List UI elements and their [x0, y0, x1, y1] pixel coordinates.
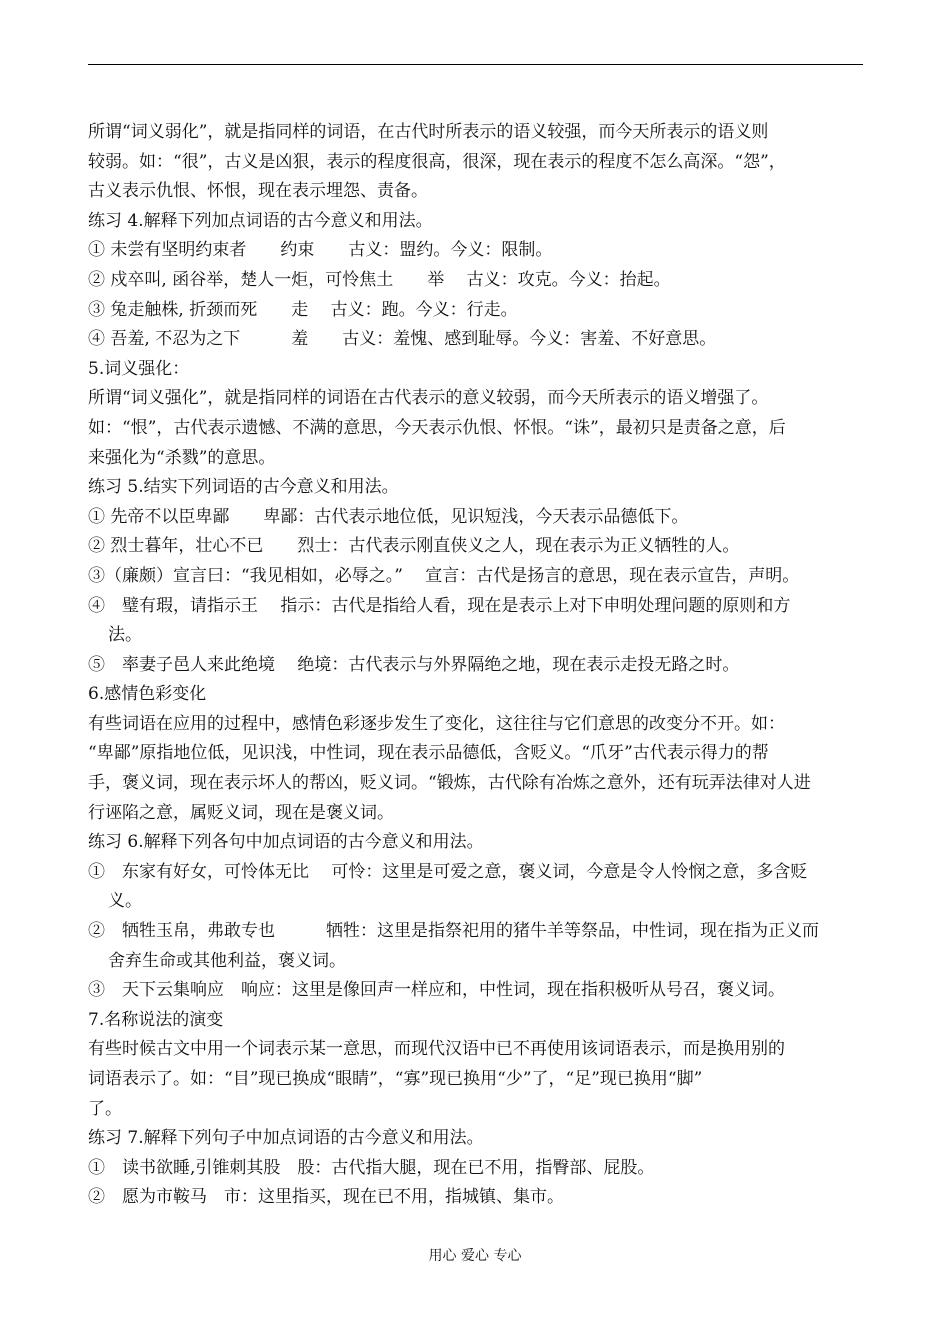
exercise-item: ⑤ 率妻子邑人来此绝境 绝境：古代表示与外界隔绝之地，现在表示走投无路之时。 — [88, 654, 740, 675]
paragraph-line: 古义表示仇恨、怀恨，现在表示埋怨、责备。 — [88, 181, 428, 202]
paragraph-line: 行诬陷之意，属贬义词，现在是褒义词。 — [88, 802, 394, 823]
paragraph-line: 有些词语在应用的过程中，感情色彩逐步发生了变化，这往往与它们意思的改变分不开。如： — [88, 713, 785, 734]
paragraph-line: 所谓“词义强化”，就是指同样的词语在古代表示的意义较弱，而今天所表示的语义增强了。 — [88, 388, 769, 409]
exercise-item: ④ 璧有瑕，请指示王 指示：古代是指给人看，现在是表示上对下申明处理问题的原则和方 — [88, 595, 791, 616]
paragraph-line: “卑鄙”原指地位低，见识浅，中性词，现在表示品德低，含贬义。“爪牙”古代表示得力的帮 — [88, 743, 769, 764]
paragraph-line: 如：“恨”，古代表示遗憾、不满的意思，今天表示仇恨、怀恨。“诛”，最初只是责备之意，后 — [88, 417, 786, 438]
exercise-item: ③（廉颇）宣言曰：“我见相如，必辱之。” 宣言：古代是扬言的意思，现在表示宣告，声明。 — [88, 565, 800, 586]
header-rule — [88, 64, 863, 65]
page-footer: 用心 爱心 专心 — [428, 1248, 522, 1264]
exercise-item: ② 愿为市鞍马 市：这里指买，现在已不用，指城镇、集市。 — [88, 1187, 564, 1208]
paragraph-line: 有些时候古文中用一个词表示某一意思，而现代汉语中已不再使用该词语表示，而是换用别的 — [88, 1039, 785, 1060]
paragraph-line: 手，褒义词，现在表示坏人的帮凶，贬义词。“锻炼，古代除有冶炼之意外，还有玩弄法律对人进 — [88, 773, 811, 794]
paragraph-line: 了。 — [88, 1098, 122, 1119]
exercise-heading: 练习 5.结实下列词语的古今意义和用法。 — [88, 477, 399, 498]
exercise-item: ① 未尝有坚明约束者 约束 古义：盟约。今义：限制。 — [88, 240, 553, 261]
exercise-item-continuation: 义。 — [108, 891, 142, 912]
exercise-item-continuation: 舍弃生命或其他利益，褒义词。 — [108, 950, 346, 971]
paragraph-line: 词语表示了。如：“目”现已换成“眼睛”，“寡”现已换用“少”了，“足”现已换用“脚” — [88, 1069, 703, 1089]
paragraph-line: 较弱。如：“很”，古义是凶狠，表示的程度很高，很深，现在表示的程度不怎么高深。“怨”， — [88, 151, 786, 172]
exercise-item: ② 牺牲玉帛，弗敢专也 牺牲：这里是指祭祀用的猪牛羊等祭品，中性词，现在指为正义而 — [88, 921, 819, 942]
document-body — [88, 118, 863, 1213]
exercise-heading: 练习 4.解释下列加点词语的古今意义和用法。 — [88, 210, 433, 231]
exercise-item: ① 东家有好女，可怜体无比 可怜：这里是可爱之意，褒义词，今意是令人怜悯之意，多含贬 — [88, 861, 808, 882]
exercise-item: ③ 兔走触株, 折颈而死 走 古义：跑。今义：行走。 — [88, 299, 518, 320]
exercise-heading: 练习 7.解释下列句子中加点词语的古今意义和用法。 — [88, 1128, 484, 1149]
paragraph-line: 来强化为“杀戮”的意思。 — [88, 447, 276, 468]
section-heading: 6.感情色彩变化 — [88, 684, 207, 705]
exercise-heading: 练习 6.解释下列各句中加点词语的古今意义和用法。 — [88, 832, 484, 853]
exercise-item: ② 戍卒叫, 函谷举，楚人一炬，可怜焦土 举 古义：攻克。今义：抬起。 — [88, 269, 671, 290]
exercise-item: ④ 吾羞, 不忍为之下 羞 古义：羞愧、感到耻辱。今义：害羞、不好意思。 — [88, 329, 717, 350]
exercise-item: ① 先帝不以臣卑鄙 卑鄙：古代表示地位低，见识短浅，今天表示品德低下。 — [88, 506, 689, 527]
exercise-item-continuation: 法。 — [108, 625, 142, 646]
exercise-item: ③ 天下云集响应 响应：这里是像回声一样应和，中性词，现在指积极听从号召，褒义词。 — [88, 980, 785, 1001]
section-heading: 5.词义强化： — [88, 358, 190, 379]
section-heading: 7.名称说法的演变 — [88, 1009, 224, 1030]
exercise-item: ① 读书欲睡,引锥刺其股 股：古代指大腿，现在已不用，指臀部、屁股。 — [88, 1157, 655, 1178]
exercise-item: ② 烈士暮年，壮心不已 烈士：古代表示刚直侠义之人，现在表示为正义牺牲的人。 — [88, 536, 740, 557]
paragraph-line: 所谓“词义弱化”，就是指同样的词语，在古代时所表示的语义较强，而今天所表示的语义则 — [88, 122, 769, 142]
